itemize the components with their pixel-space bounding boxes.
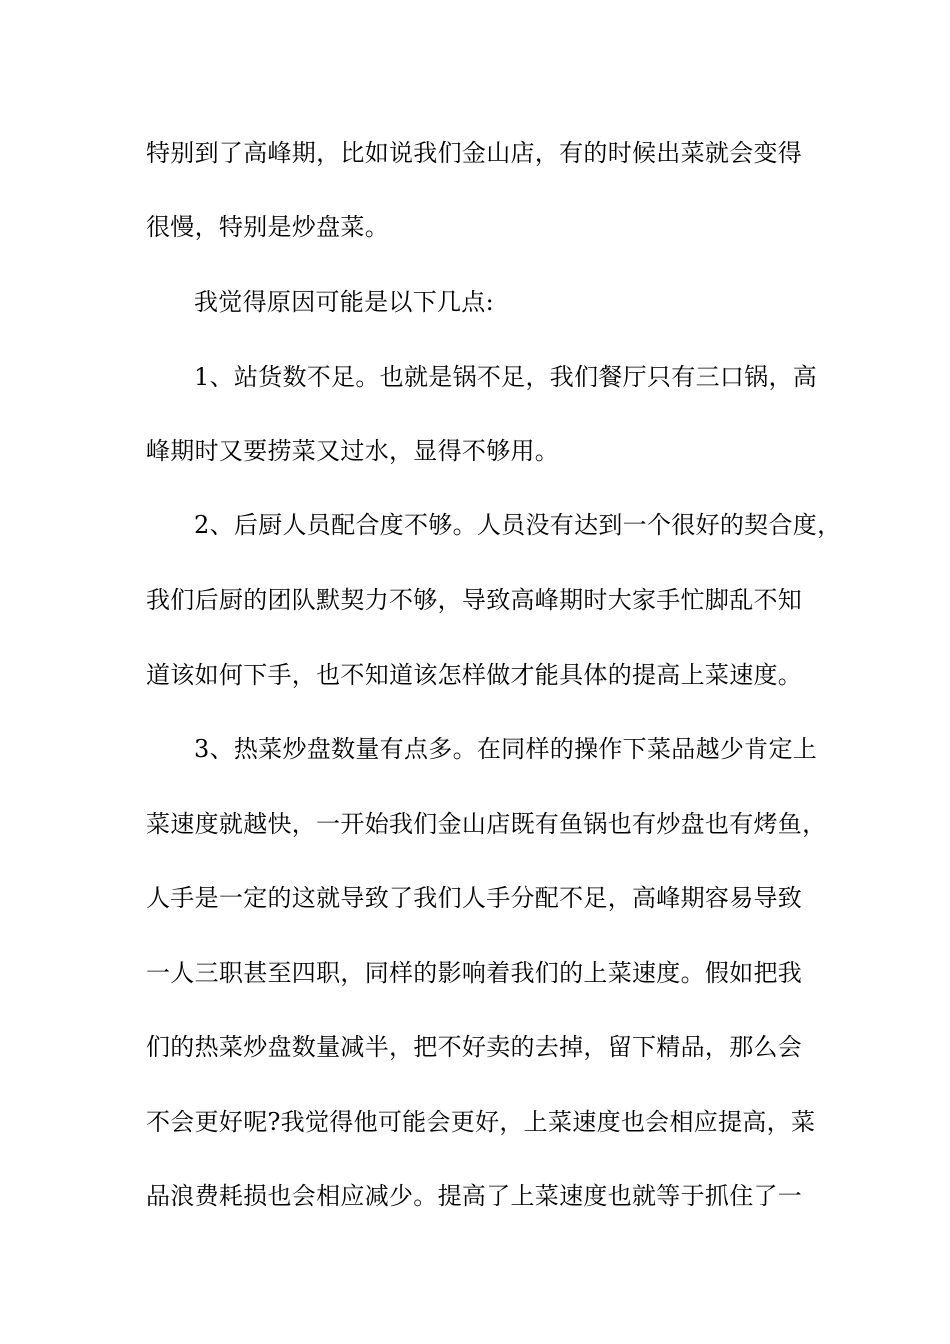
text-line: 人手是一定的这就导致了我们人手分配不足，高峰期容易导致 [146,884,803,912]
text-line: 菜速度就越快，一开始我们金山店既有鱼锅也有炒盘也有烤鱼， [146,810,827,838]
text-line: 峰期时又要捞菜又过水，显得不够用。 [146,437,560,465]
text-line: 我们后厨的团队默契力不够，导致高峰期时大家手忙脚乱不知 [146,586,803,614]
text-line: 3、热菜炒盘数量有点多。在同样的操作下菜品越少肯定上 [194,735,818,763]
text-line: 很慢，特别是炒盘菜。 [146,213,389,241]
text-line: 一人三职甚至四职，同样的影响着我们的上菜速度。假如把我 [146,959,803,987]
text-line: 1、站货数不足。也就是锅不足，我们餐厅只有三口锅，高 [194,363,818,391]
text-line: 们的热菜炒盘数量减半，把不好卖的去掉，留下精品，那么会 [146,1033,803,1061]
text-line: 特别到了高峰期，比如说我们金山店，有的时候出菜就会变得 [146,139,803,167]
text-line: 道该如何下手，也不知道该怎样做才能具体的提高上菜速度。 [146,661,803,689]
text-line: 品浪费耗损也会相应减少。提高了上菜速度也就等于抓住了一 [146,1182,803,1210]
text-line: 我觉得原因可能是以下几点: [194,288,494,316]
text-line: 不会更好呢?我觉得他可能会更好，上菜速度也会相应提高，菜 [146,1108,816,1136]
text-line: 2、后厨人员配合度不够。人员没有达到一个很好的契合度， [194,511,842,539]
